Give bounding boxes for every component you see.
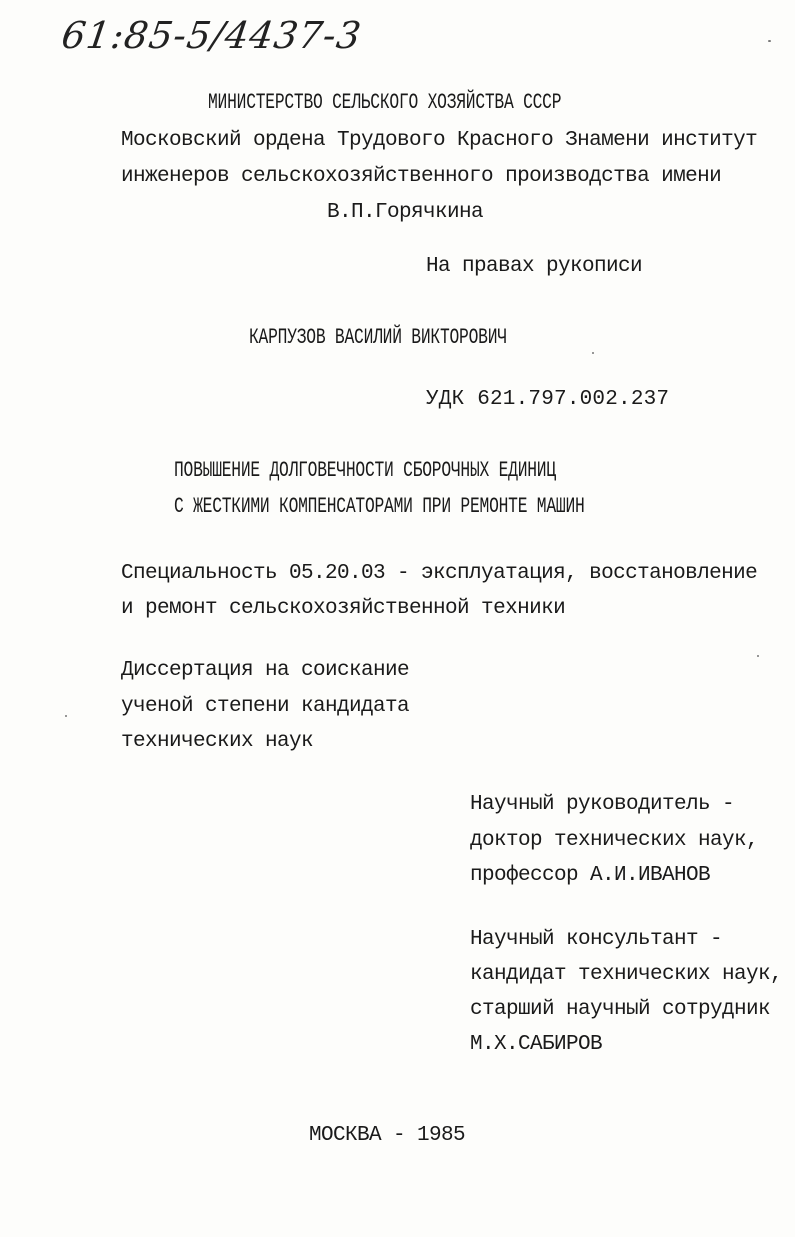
consultant-line-4: М.Х.САБИРОВ [470, 1033, 603, 1056]
title-line-1: ПОВЫШЕНИЕ ДОЛГОВЕЧНОСТИ СБОРОЧНЫХ ЕДИНИЦ [174, 458, 556, 483]
title-line-2: С ЖЕСТКИМИ КОМПЕНСАТОРАМИ ПРИ РЕМОНТЕ МАШИН [174, 494, 585, 519]
consultant-line-1: Научный консультант - [470, 928, 723, 951]
institute-line-1: Московский ордена Трудового Красного Знамени институт [121, 129, 758, 152]
consultant-line-3: старший научный сотрудник [470, 998, 771, 1021]
supervisor-line-2: доктор технических наук, [470, 829, 759, 852]
manuscript-rights-note: На правах рукописи [426, 255, 643, 278]
dissertation-line-3: технических наук [121, 730, 314, 753]
specialty-line-1: Специальность 05.20.03 - эксплуатация, восстановление [121, 562, 758, 585]
scan-speck [757, 655, 759, 657]
udc-code: УДК 621.797.002.237 [426, 388, 670, 411]
consultant-line-2: кандидат технических наук, [470, 963, 783, 986]
city-year-footer: МОСКВА - 1985 [309, 1124, 466, 1147]
supervisor-line-3: профессор А.И.ИВАНОВ [470, 864, 711, 887]
supervisor-line-1: Научный руководитель - [470, 793, 735, 816]
specialty-line-2: и ремонт сельскохозяйственной техники [121, 597, 566, 620]
ministry-heading: МИНИСТЕРСТВО СЕЛЬСКОГО ХОЗЯЙСТВА СССР [208, 90, 562, 115]
institute-line-2: инженеров сельскохозяйственного производства имени [121, 165, 722, 188]
scan-speck [768, 40, 771, 42]
scan-speck [65, 715, 67, 717]
author-name: КАРПУЗОВ ВАСИЛИЙ ВИКТОРОВИЧ [249, 325, 507, 350]
institute-line-3: В.П.Горячкина [327, 201, 484, 224]
scan-speck [592, 352, 594, 354]
dissertation-line-2: ученой степени кандидата [121, 695, 410, 718]
handwritten-archive-number: 61:85-5/4437-3 [58, 14, 365, 57]
dissertation-line-1: Диссертация на соискание [121, 659, 410, 682]
